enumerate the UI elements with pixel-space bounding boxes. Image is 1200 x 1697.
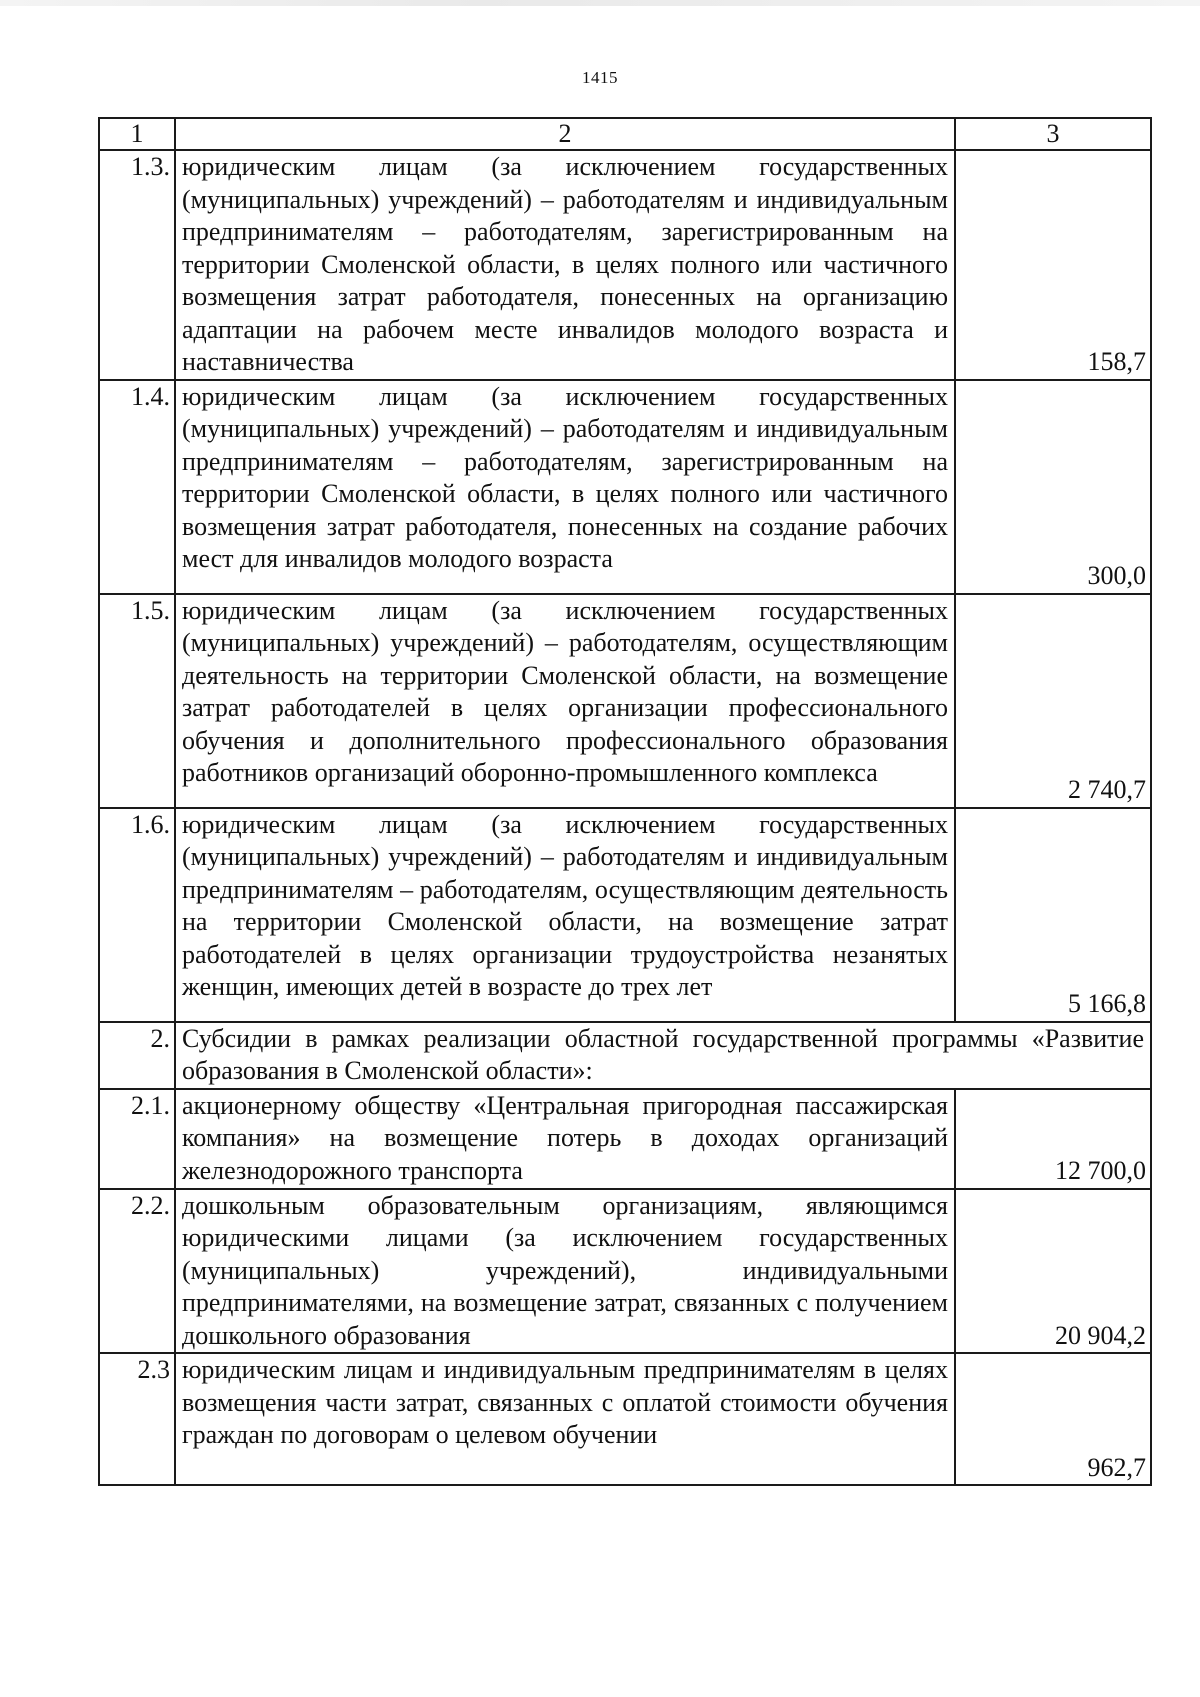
row-number: 2.1. [99, 1089, 175, 1189]
column-header-amount: 3 [955, 118, 1151, 150]
page-number: 1415 [582, 68, 618, 87]
row-amount: 962,7 [955, 1353, 1151, 1485]
row-amount: 20 904,2 [955, 1189, 1151, 1354]
scan-edge [0, 0, 1200, 6]
table-row-2-2 [99, 1189, 1151, 1354]
row-number: 2. [99, 1022, 175, 1089]
row-number: 1.3. [99, 150, 175, 380]
row-description: юридическим лицам (за исключением государственных (муниципальных) учреждений) – работодателям и индивидуальным предпринимателям – работодателям, зарегистрированным на территории Смоленской области, в целях полного или частичного возмещения затрат работодателя, понесенных на создание рабочих мест для инвалидов молодого возраста [175, 380, 955, 594]
budget-table [98, 117, 1152, 1486]
column-header-number: 1 [99, 118, 175, 150]
row-number: 1.5. [99, 594, 175, 808]
row-description: акционерному обществу «Центральная пригородная пассажирская компания» на возмещение потерь в доходах организаций железнодорожного транспорта [175, 1089, 955, 1189]
row-amount: 5 166,8 [955, 808, 1151, 1022]
row-number: 1.4. [99, 380, 175, 594]
column-header-description: 2 [175, 118, 955, 150]
row-amount: 300,0 [955, 380, 1151, 594]
table-row-1-4 [99, 380, 1151, 594]
row-description: юридическим лицам (за исключением государственных (муниципальных) учреждений) – работодателям, осуществляющим деятельность на территории Смоленской области, на возмещение затрат работодателей в целях организации профессионального обучения и дополнительного профессионального образования работников организаций оборонно-промышленного комплекса [175, 594, 955, 808]
table-row-1-6 [99, 808, 1151, 1022]
table-row-2-1 [99, 1089, 1151, 1189]
section-title: Субсидии в рамках реализации областной государственной программы «Развитие образования в Смоленской области»: [175, 1022, 1151, 1089]
row-number: 2.2. [99, 1189, 175, 1354]
table-header-row [99, 118, 1151, 150]
row-number: 2.3 [99, 1353, 175, 1485]
row-description: юридическим лицам (за исключением государственных (муниципальных) учреждений) – работодателям и индивидуальным предпринимателям – работодателям, осуществляющим деятельность на территории Смоленской области, на возмещение затрат работодателей в целях организации трудоустройства незанятых женщин, имеющих детей в возрасте до трех лет [175, 808, 955, 1022]
row-number: 1.6. [99, 808, 175, 1022]
table-row-1-5 [99, 594, 1151, 808]
row-amount: 12 700,0 [955, 1089, 1151, 1189]
row-description: юридическим лицам (за исключением государственных (муниципальных) учреждений) – работодателям и индивидуальным предпринимателям – работодателям, зарегистрированным на территории Смоленской области, в целях полного или частичного возмещения затрат работодателя, понесенных на организацию адаптации на рабочем месте инвалидов молодого возраста и наставничества [175, 150, 955, 380]
row-amount: 158,7 [955, 150, 1151, 380]
table-row-1-3 [99, 150, 1151, 380]
row-description: юридическим лицам и индивидуальным предпринимателям в целях возмещения части затрат, связанных с оплатой стоимости обучения граждан по договорам о целевом обучении [175, 1353, 955, 1485]
table-row-2-3 [99, 1353, 1151, 1485]
row-description: дошкольным образовательным организациям, являющимся юридическими лицами (за исключением государственных (муниципальных) учреждений), индивидуальными предпринимателями, на возмещение затрат, связанных с получением дошкольного образования [175, 1189, 955, 1354]
row-amount: 2 740,7 [955, 594, 1151, 808]
table-row-2 [99, 1022, 1151, 1089]
